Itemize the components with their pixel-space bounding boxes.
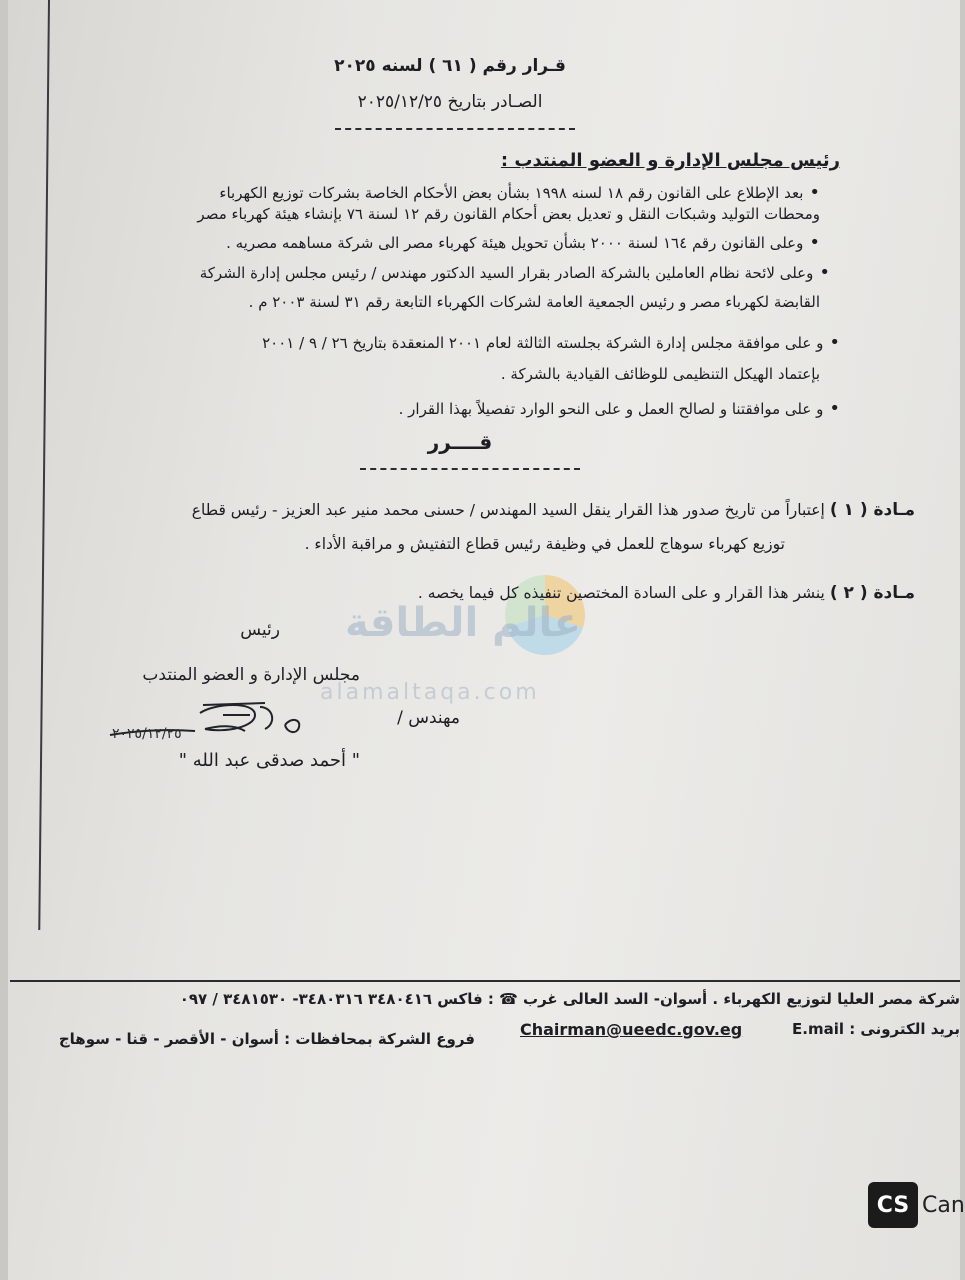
preamble-continuation: بإعتماد الهيكل التنظيمى للوظائف القيادية بالشركة . — [500, 365, 820, 383]
signature-title-line2: مجلس الإدارة و العضو المنتدب — [142, 665, 360, 685]
article-1 — [30, 500, 915, 520]
signature-name: " أحمد صدقى عبد الله " — [178, 750, 360, 771]
camscanner-label: Can — [922, 1193, 965, 1218]
signature-prefix: مهندس / — [397, 708, 460, 728]
decides-divider — [360, 468, 580, 470]
header-divider — [335, 128, 575, 130]
watermark-url: alamaltaqa.com — [320, 680, 540, 705]
article-text: إعتباراً من تاريخ صدور هذا القرار ينقل السيد المهندس / حسنى محمد منير عبد العزيز - رئيس قطاع — [191, 501, 825, 519]
article-label: مـادة ( ١ ) — [829, 500, 915, 520]
handwritten-date: ٢٠٢٥/١٢/٢٥ — [112, 726, 182, 742]
article-2 — [280, 583, 915, 603]
preamble-item: • وعلى القانون رقم ١٦٤ لسنة ٢٠٠٠ بشأن تحويل هيئة كهرباء مصر الى شركة مساهمه مصريه . — [80, 232, 820, 253]
preamble-item: • بعد الإطلاع على القانون رقم ١٨ لسنه ١٩٩٨ بشأن بعض الأحكام الخاصة بشركات توزيع الكهرباء — [80, 182, 820, 203]
footer-branches: فروع الشركة بمحافظات : أسوان - الأقصر - قنا - سوهاج — [58, 1030, 475, 1048]
decision-title: قـرار رقم ( ٦١ ) لسنه ٢٠٢٥ — [334, 56, 566, 76]
decides-heading: قــــرر — [427, 430, 493, 454]
preamble-continuation: ومحطات التوليد وشبكات النقل و تعديل بعض أحكام القانون رقم ١٢ لسنة ٧٦ بإنشاء هيئة كهرباء مصر — [197, 205, 820, 223]
footer-address: شركة مصر العليا لتوزيع الكهرباء . أسوان- السد العالى غرب ☎ : فاكس ٣٤٨٠٤١٦ ٣٤٨٠٣١٦- ٣٤٨١٥٣٠ / ٠٩٧ — [179, 990, 960, 1008]
footer-email-label: بريد الكترونى : E.mail — [792, 1020, 960, 1038]
article-text: ينشر هذا القرار و على السادة المختصين تنفيذه كل فيما يخصه . — [417, 584, 825, 602]
signature-title: رئيس — [240, 620, 280, 640]
camscanner-logo-icon: CS — [868, 1182, 918, 1228]
footer-email-link[interactable]: Chairman@ueedc.gov.eg — [520, 1020, 743, 1039]
preamble-item: • و على موافقتنا و لصالح العمل و على النحو الوارد تفصيلاً بهذا القرار . — [80, 398, 840, 419]
article-1-continuation: توزيع كهرباء سوهاج للعمل في وظيفة رئيس قطاع التفتيش و مراقبة الأداء . — [304, 535, 785, 553]
preamble-item: • وعلى لائحة نظام العاملين بالشركة الصادر بقرار السيد الدكتور مهندس / رئيس مجلس إدارة الشركة — [60, 262, 830, 283]
article-label: مـادة ( ٢ ) — [829, 583, 915, 603]
preamble-item: • و على موافقة مجلس إدارة الشركة بجلسته الثالثة لعام ٢٠٠١ المنعقدة بتاريخ ٢٦ / ٩ / ٢٠٠١ — [50, 332, 840, 353]
issuer-heading: رئيس مجلس الإدارة و العضو المنتدب : — [500, 150, 840, 171]
preamble-continuation: القابضة لكهرباء مصر و رئيس الجمعية العامة لشركات الكهرباء التابعة رقم ٣١ لسنة ٢٠٠٣ م . — [248, 293, 820, 311]
watermark-arabic: عالم الطاقة — [345, 600, 581, 646]
issued-date: الصـادر بتاريخ ٢٠٢٥/١٢/٢٥ — [357, 92, 543, 112]
footer-divider — [10, 980, 960, 982]
